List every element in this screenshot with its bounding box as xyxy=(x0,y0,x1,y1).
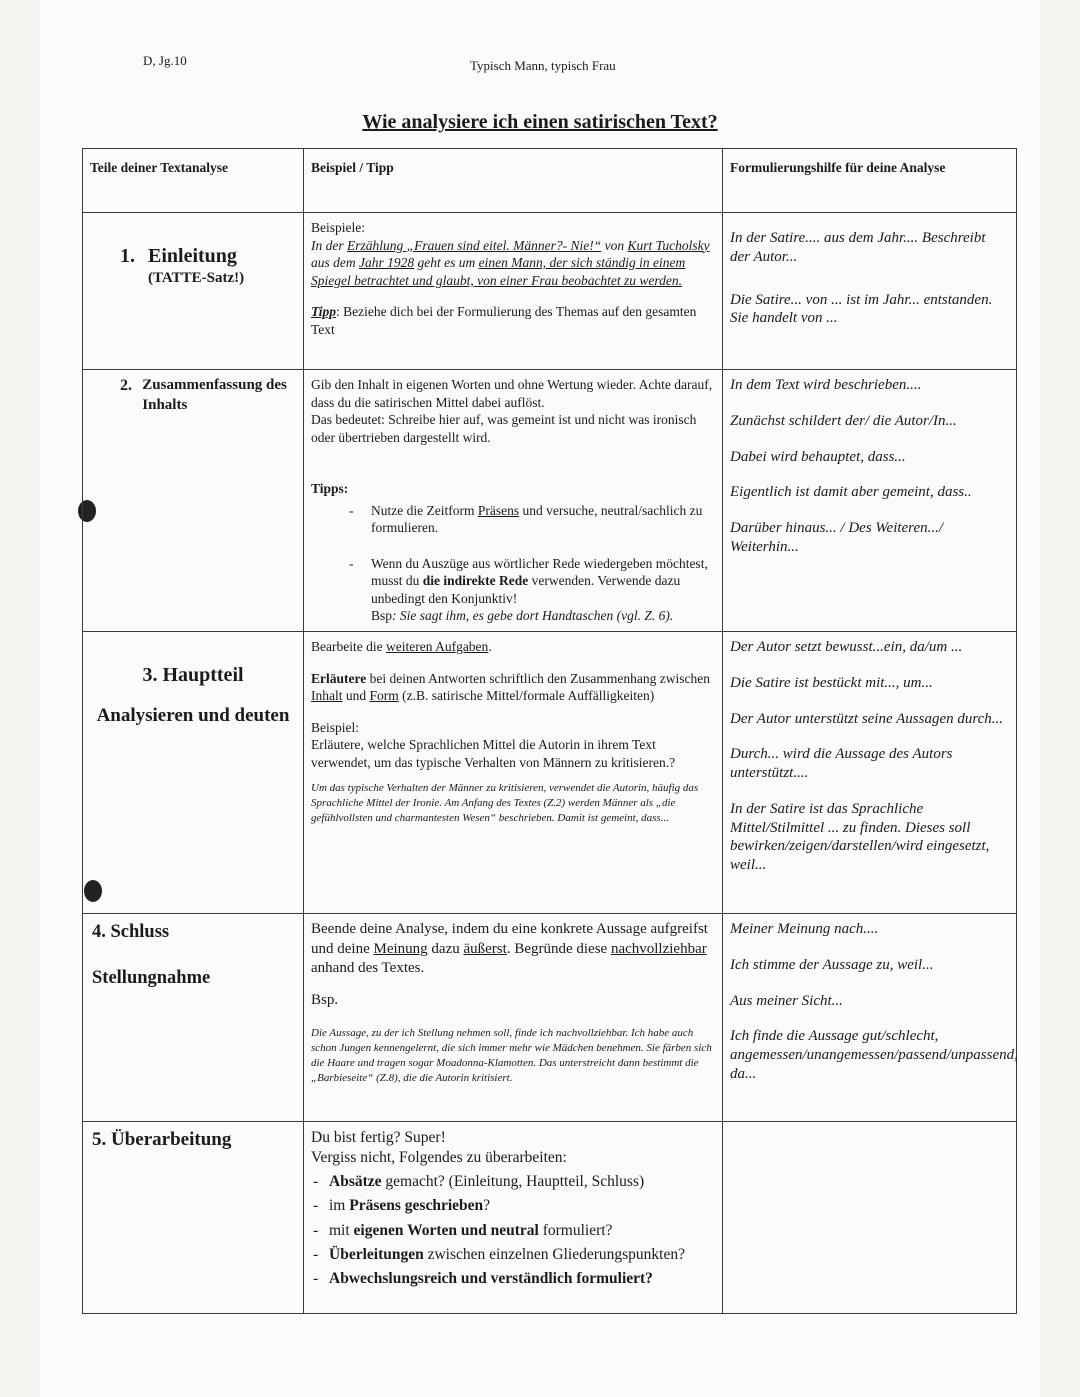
phrase: In der Satire ist das Sprachliche Mittel/Stilmittel ... zu finden. Dieses soll bewirken/zeigen/darstellen/wird eingesetzt, weil... xyxy=(730,800,990,874)
analysis-table xyxy=(82,148,1017,1314)
phrases-cell xyxy=(723,632,1017,914)
column-header-parts: Teile deiner Textanalyse xyxy=(83,149,304,213)
phrase: In der Satire.... aus dem Jahr.... Beschreibt der Autor... xyxy=(730,230,986,265)
unit-title: Typisch Mann, typisch Frau xyxy=(470,58,616,73)
list-item: - Überleitungen zwischen einzelnen Gliederungspunkten? xyxy=(311,1245,715,1265)
phrase: Meiner Meinung nach.... xyxy=(730,921,879,938)
row-schluss xyxy=(83,914,1017,1122)
row-hauptteil xyxy=(83,632,1017,914)
phrase: Die Satire ist bestückt mit..., um... xyxy=(730,674,933,691)
section-cell xyxy=(83,370,304,632)
phrase: Durch... wird die Aussage des Autors unterstützt.... xyxy=(730,746,953,782)
phrase: Aus meiner Sicht... xyxy=(730,992,843,1009)
class-info: D, Jg.10 xyxy=(143,53,187,68)
phrase: Der Autor unterstützt seine Aussagen durch... xyxy=(730,710,1004,727)
section-name: 4. Schluss xyxy=(92,922,170,943)
section-name: Zusammenfassung des Inhalts xyxy=(142,377,287,413)
explain-text: Erläutere bei deinen Antworten schriftlich den Zusammenhang zwischen Inhalt und Form (z.B. satirische Mittel/formale Auffälligkeiten) xyxy=(311,670,711,704)
example-cell xyxy=(304,914,723,1122)
phrases-cell xyxy=(723,370,1017,632)
section-cell xyxy=(83,914,304,1122)
example-label: Beispiel: xyxy=(311,719,359,735)
section-name: 3. Hauptteil xyxy=(142,664,244,687)
phrase: Dabei wird behauptet, dass... xyxy=(730,448,906,465)
tips-list xyxy=(311,502,715,625)
bsp-label: Bsp. xyxy=(311,991,339,1008)
section-sub: Analysieren und deuten xyxy=(96,705,290,727)
example-answer: Die Aussage, zu der ich Stellung nehmen soll, finde ich nachvollziehbar. Ich habe auch schon Jungen kennengelernt, die sich immer mehr wie Mädchen benehmen. Sie färben sich die Haare und tragen sogar Moadonna-Klamotten. Das unterstreicht dann bestimmt die „Barbieseite“ (Z.8), die die Autorin kritisiert. xyxy=(311,1027,712,1084)
phrase: Ich finde die Aussage gut/schlecht, angemessen/unangemessen/passend/unpassend, da... xyxy=(730,1028,1018,1082)
phrases-cell xyxy=(723,213,1017,370)
section-cell xyxy=(83,213,304,370)
remember-text: Vergiss nicht, Folgendes zu überarbeiten: xyxy=(311,1149,567,1167)
list-item: - Abwechslungsreich und verständlich formuliert? xyxy=(311,1269,715,1289)
list-item: - Wenn du Auszüge aus wörtlicher Rede wiedergeben möchtest, musst du die indirekte Rede verwenden. Verwende dazu unbedingt den Konjunktiv! Bsp: Sie sagt ihm, es gebe dort Handtaschen (vgl. Z. 6). xyxy=(349,555,715,625)
tips-label: Tipps: xyxy=(311,481,349,497)
phrase: Zunächst schildert der/ die Autor/In... xyxy=(730,412,957,429)
column-header-phrases: Formulierungshilfe für deine Analyse xyxy=(723,149,1017,213)
task-text: Bearbeite die weiteren Aufgaben. xyxy=(311,639,492,655)
done-text: Du bist fertig? Super! xyxy=(311,1129,446,1147)
example-cell xyxy=(304,1122,723,1314)
row-einleitung xyxy=(83,213,1017,370)
row-ueberarbeitung xyxy=(83,1122,1017,1314)
phrase: Darüber hinaus... / Des Weiteren.../ Weiterhin... xyxy=(730,520,944,555)
page-title: Wie analysiere ich einen satirischen Text? xyxy=(362,111,718,133)
example-answer: Um das typische Verhalten der Männer zu kritisieren, verwendet die Autorin, häufig das Sprachliche Mittel der Ironie. Am Anfang des Textes (Z.2) werden Männer als „die gefühlvollsten und charmantesten Wesen“ beschrieben. Damit ist gemeint, dass... xyxy=(311,782,699,824)
section-cell xyxy=(83,632,304,914)
example-question: Erläutere, welche Sprachlichen Mittel die Autorin in ihrem Text verwendet, um das typische Verhalten von Männern zu kritisieren.? xyxy=(311,737,676,770)
phrases-cell-empty xyxy=(723,1122,1017,1314)
list-item: - Absätze gemacht? (Einleitung, Hauptteil, Schluss) xyxy=(311,1172,715,1192)
section-sub: Stellungnahme xyxy=(92,968,211,989)
example-label: Beispiele: xyxy=(311,220,365,235)
section-number: 1. xyxy=(120,245,135,267)
phrase: Der Autor setzt bewusst...ein, da/um ... xyxy=(730,639,963,656)
tip-text: Tipp: Beziehe dich bei der Formulierung des Themas auf den gesamten Text xyxy=(311,304,697,337)
table-header-row xyxy=(83,149,1017,213)
phrase: Die Satire... von ... ist im Jahr... entstanden. Sie handelt von ... xyxy=(730,291,993,327)
section-cell xyxy=(83,1122,304,1314)
section-name: Einleitung xyxy=(148,245,237,267)
list-item: - im Präsens geschrieben? xyxy=(311,1196,715,1216)
phrase: In dem Text wird beschrieben.... xyxy=(730,377,922,393)
phrase: Ich stimme der Aussage zu, weil... xyxy=(730,956,934,973)
checklist xyxy=(311,1172,715,1289)
column-header-example: Beispiel / Tipp xyxy=(304,149,723,213)
phrase: Eigentlich ist damit aber gemeint, dass.. xyxy=(730,484,972,501)
section-name: 5. Überarbeitung xyxy=(92,1129,232,1151)
list-item: - Nutze die Zeitform Präsens und versuche, neutral/sachlich zu formulieren. xyxy=(349,502,715,537)
row-zusammenfassung xyxy=(83,370,1017,632)
example-cell xyxy=(304,370,723,632)
section-sub: (TATTE-Satz!) xyxy=(148,270,245,286)
section-number: 2. xyxy=(120,377,132,394)
meaning-text: Das bedeutet: Schreibe hier auf, was gemeint ist und nicht was ironisch oder übertrieben dargestellt wird. xyxy=(311,412,697,445)
intro-text: Gib den Inhalt in eigenen Worten und ohne Wertung wieder. Achte darauf, dass du die satirischen Mittel dabei auflöst. xyxy=(311,377,713,410)
example-cell xyxy=(304,213,723,370)
instruction-text: Beende deine Analyse, indem du eine konkrete Aussage aufgreifst und deine Meinung dazu äußerst. Begründe diese nachvollziehbar anhand des Textes. xyxy=(311,921,708,977)
example-cell xyxy=(304,632,723,914)
example-text: In der Erzählung „Frauen sind eitel. Männer?- Nie!“ von Kurt Tucholsky aus dem Jahr 1928 geht es um einen Mann, der sich ständig in einem Spiegel betrachtet und glaubt, von einer Frau beobachtet zu werden. xyxy=(311,237,710,288)
list-item: - mit eigenen Worten und neutral formuliert? xyxy=(311,1221,715,1241)
phrases-cell xyxy=(723,914,1017,1122)
